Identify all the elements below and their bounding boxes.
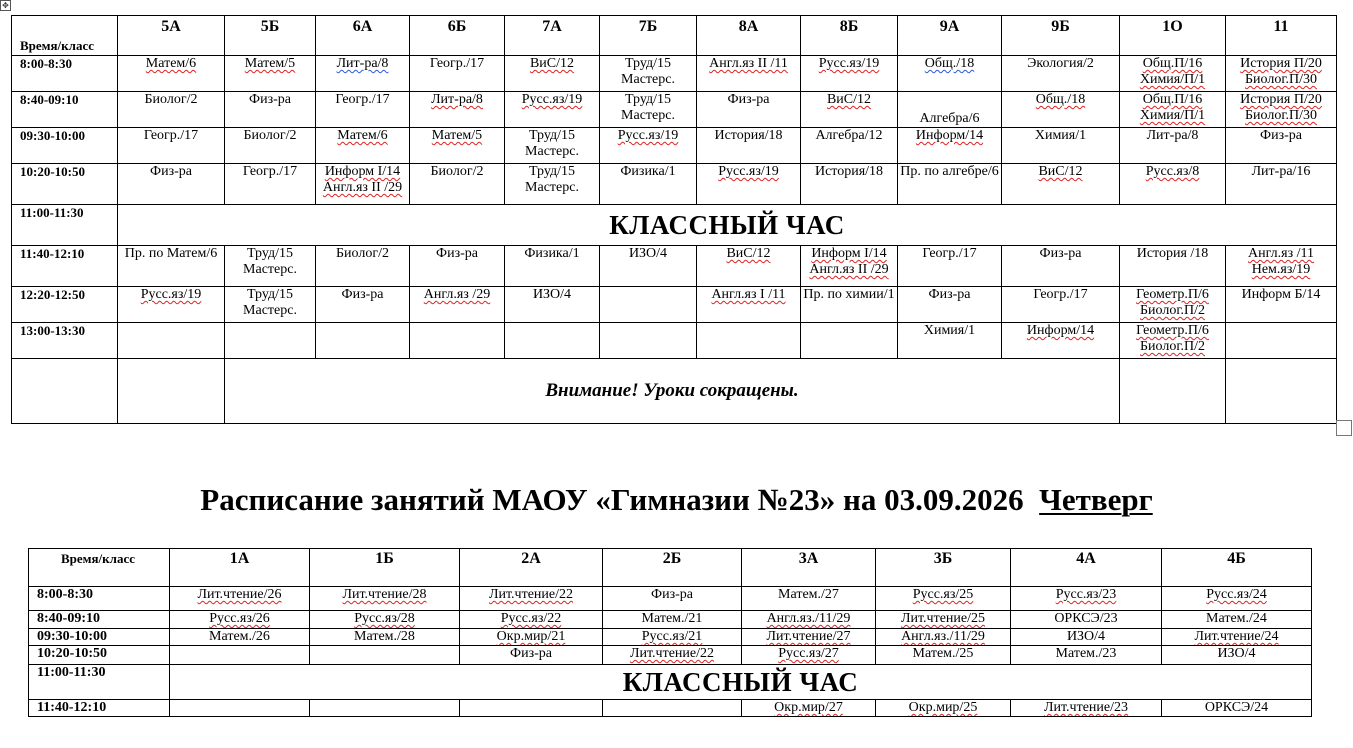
lesson-cell[interactable]: ВиС/12	[801, 92, 898, 128]
lesson-cell[interactable]: Русс.яз/27	[742, 646, 876, 665]
lesson-cell[interactable]: Геометр.П/6 Биолог.П/2	[1120, 287, 1226, 323]
page-title	[0, 480, 1353, 520]
lesson-cell[interactable]: Лит.чтение/23	[1011, 700, 1162, 717]
class-hour-banner: КЛАССНЫЙ ЧАС	[118, 205, 1337, 246]
class-header: 9А	[898, 16, 1002, 56]
class-header: 7А	[505, 16, 600, 56]
lesson-cell[interactable]: Матем/5	[225, 56, 316, 92]
lesson-cell[interactable]	[460, 700, 603, 717]
table-row	[12, 128, 1337, 164]
lesson-cell[interactable]: Пр. по алгебре/6	[898, 164, 1002, 205]
lesson-cell[interactable]: Лит.чтение/26	[170, 587, 310, 611]
class-header: 4Б	[1162, 549, 1312, 587]
lesson-cell[interactable]: Матем./27	[742, 587, 876, 611]
lesson-cell[interactable]: Биолог/2	[410, 164, 505, 205]
lesson-cell[interactable]: Информ I/14 Англ.яз II /29	[801, 246, 898, 287]
time-slot: 8:00-8:30	[12, 56, 118, 92]
lesson-cell[interactable]: ОРКСЭ/23	[1011, 611, 1162, 629]
lesson-cell[interactable]: История П/20 Биолог.П/30	[1226, 56, 1337, 92]
table-row	[29, 665, 1312, 700]
empty-cell	[1120, 359, 1226, 424]
lesson-cell[interactable]: Геометр.П/6 Биолог.П/2	[1120, 323, 1226, 359]
lesson-cell[interactable]: Информ I/14 Англ.яз II /29	[316, 164, 410, 205]
time-slot: 12:20-12:50	[12, 287, 118, 323]
lesson-cell[interactable]: Физ-ра	[697, 92, 801, 128]
lesson-cell[interactable]: Русс.яз/21	[603, 629, 742, 646]
lesson-cell[interactable]: Общ.П/16 Химия/П/1	[1120, 92, 1226, 128]
lesson-cell[interactable]	[170, 700, 310, 717]
lesson-cell[interactable]: Физ-ра	[410, 246, 505, 287]
lesson-cell[interactable]	[118, 323, 225, 359]
class-header: 2Б	[603, 549, 742, 587]
class-header: 8Б	[801, 16, 898, 56]
class-header: 1О	[1120, 16, 1226, 56]
lesson-cell[interactable]	[801, 323, 898, 359]
lesson-cell[interactable]: Физ-ра	[316, 287, 410, 323]
class-header: 5А	[118, 16, 225, 56]
lesson-cell[interactable]: Русс.яз/23	[1011, 587, 1162, 611]
lesson-cell[interactable]: Биолог/2	[225, 128, 316, 164]
lesson-cell[interactable]: Матем/6	[118, 56, 225, 92]
schedule-table-senior	[11, 15, 1337, 424]
lesson-cell[interactable]	[697, 323, 801, 359]
table-row	[29, 646, 1312, 665]
lesson-cell[interactable]: Геогр./17	[225, 164, 316, 205]
lesson-cell[interactable]: Труд/15 Мастерс.	[600, 56, 697, 92]
lesson-cell[interactable]	[603, 700, 742, 717]
table-row	[29, 611, 1312, 629]
lesson-cell[interactable]: Труд/15 Мастерс.	[225, 287, 316, 323]
lesson-cell[interactable]: ВиС/12	[697, 246, 801, 287]
lesson-cell[interactable]: Матем./23	[1011, 646, 1162, 665]
lesson-cell[interactable]: ИЗО/4	[505, 287, 600, 323]
lesson-cell[interactable]: Биолог/2	[118, 92, 225, 128]
lesson-cell[interactable]: Физ-ра	[225, 92, 316, 128]
table-row	[12, 246, 1337, 287]
lesson-cell[interactable]: Матем/5	[410, 128, 505, 164]
lesson-cell[interactable]	[410, 323, 505, 359]
lesson-cell[interactable]: Англ.яз /11 Нем.яз/19	[1226, 246, 1337, 287]
lesson-cell[interactable]: Общ./18	[1002, 92, 1120, 128]
lesson-cell[interactable]: Лит-ра/8	[316, 56, 410, 92]
lesson-cell[interactable]: ИЗО/4	[1011, 629, 1162, 646]
lesson-cell[interactable]	[600, 323, 697, 359]
lesson-cell[interactable]	[170, 646, 310, 665]
lesson-cell[interactable]: Лит.чтение/22	[603, 646, 742, 665]
corner-header: Время/класс	[29, 549, 170, 587]
table-header-row	[12, 16, 1337, 56]
lesson-cell[interactable]: Лит.чтение/25	[876, 611, 1011, 629]
time-slot: 13:00-13:30	[12, 323, 118, 359]
lesson-cell[interactable]	[310, 700, 460, 717]
lesson-cell[interactable]: Русс.яз/19	[697, 164, 801, 205]
lesson-cell[interactable]: Лит.чтение/27	[742, 629, 876, 646]
lesson-cell[interactable]: Информ/14	[898, 128, 1002, 164]
lesson-cell[interactable]: Геогр./17	[410, 56, 505, 92]
table-row	[12, 164, 1337, 205]
corner-header: Время/класс	[12, 16, 118, 56]
table-row	[12, 56, 1337, 92]
lesson-cell[interactable]: ВиС/12	[505, 56, 600, 92]
class-header: 6А	[316, 16, 410, 56]
lesson-cell[interactable]: Геогр./17	[118, 128, 225, 164]
lesson-cell[interactable]: Физ-ра	[460, 646, 603, 665]
class-header: 11	[1226, 16, 1337, 56]
lesson-cell[interactable]: Англ.яз I /11	[697, 287, 801, 323]
table-move-handle-icon[interactable]: ✥	[0, 0, 11, 11]
empty-cell	[118, 359, 225, 424]
shortened-lessons-notice: Внимание! Уроки сокращены.	[225, 359, 1120, 424]
lesson-cell[interactable]: Англ.яз./11/29	[742, 611, 876, 629]
lesson-cell[interactable]: Лит.чтение/22	[460, 587, 603, 611]
lesson-cell[interactable]: Экология/2	[1002, 56, 1120, 92]
schedule-table-primary	[28, 548, 1312, 717]
lesson-cell[interactable]: Лит-ра/16	[1226, 164, 1337, 205]
lesson-cell[interactable]: Труд/15 Мастерс.	[600, 92, 697, 128]
lesson-cell[interactable]: История /18	[1120, 246, 1226, 287]
lesson-cell[interactable]: Русс.яз/24	[1162, 587, 1312, 611]
lesson-cell[interactable]: Информ Б/14	[1226, 287, 1337, 323]
class-header: 6Б	[410, 16, 505, 56]
class-header: 3А	[742, 549, 876, 587]
lesson-cell[interactable]: ИЗО/4	[1162, 646, 1312, 665]
lesson-cell[interactable]: Русс.яз/28	[310, 611, 460, 629]
lesson-cell[interactable]	[1226, 323, 1337, 359]
lesson-cell[interactable]: Химия/1	[898, 323, 1002, 359]
table-row	[12, 287, 1337, 323]
class-header: 2А	[460, 549, 603, 587]
lesson-cell[interactable]	[225, 323, 316, 359]
table-row	[29, 629, 1312, 646]
time-slot: 11:00-11:30	[29, 665, 170, 700]
lesson-cell[interactable]: Англ.яз /29	[410, 287, 505, 323]
lesson-cell[interactable]	[316, 323, 410, 359]
time-slot: 8:40-09:10	[29, 611, 170, 629]
table-resize-handle-icon[interactable]	[1336, 420, 1352, 436]
lesson-cell[interactable]: ОРКСЭ/24	[1162, 700, 1312, 717]
lesson-cell[interactable]: Труд/15 Мастерс.	[225, 246, 316, 287]
time-slot: 10:20-10:50	[12, 164, 118, 205]
lesson-cell[interactable]: Окр.мир/25	[876, 700, 1011, 717]
class-header: 8А	[697, 16, 801, 56]
table-row	[12, 92, 1337, 128]
class-header: 3Б	[876, 549, 1011, 587]
lesson-cell[interactable]: Геогр./17	[1002, 287, 1120, 323]
time-slot: 11:40-12:10	[29, 700, 170, 717]
lesson-cell[interactable]: Химия/1	[1002, 128, 1120, 164]
lesson-cell[interactable]: Матем./28	[310, 629, 460, 646]
lesson-cell[interactable]: Алгебра/12	[801, 128, 898, 164]
lesson-cell[interactable]: Общ.П/16 Химия/П/1	[1120, 56, 1226, 92]
time-slot: 09:30-10:00	[12, 128, 118, 164]
lesson-cell[interactable]: Англ.яз II /11	[697, 56, 801, 92]
lesson-cell[interactable]: Общ./18	[898, 56, 1002, 92]
lesson-cell[interactable]: Труд/15 Мастерс.	[505, 128, 600, 164]
lesson-cell[interactable]: ВиС/12	[1002, 164, 1120, 205]
lesson-cell[interactable]: Информ/14	[1002, 323, 1120, 359]
time-slot: 10:20-10:50	[29, 646, 170, 665]
class-header: 7Б	[600, 16, 697, 56]
lesson-cell[interactable]: Геогр./17	[316, 92, 410, 128]
time-slot: 09:30-10:00	[29, 629, 170, 646]
class-header: 9Б	[1002, 16, 1120, 56]
class-header: 5Б	[225, 16, 316, 56]
time-slot: 11:00-11:30	[12, 205, 118, 246]
lesson-cell[interactable]: Физ-ра	[118, 164, 225, 205]
class-header: 4А	[1011, 549, 1162, 587]
time-slot: 8:00-8:30	[29, 587, 170, 611]
lesson-cell[interactable]: Лит-ра/8	[410, 92, 505, 128]
class-header: 1А	[170, 549, 310, 587]
empty-cell	[12, 359, 118, 424]
time-slot: 11:40-12:10	[12, 246, 118, 287]
lesson-cell[interactable]: История/18	[697, 128, 801, 164]
title-day: Четверг	[1039, 482, 1153, 517]
table-row	[12, 359, 1337, 424]
lesson-cell[interactable]: История П/20 Биолог.П/30	[1226, 92, 1337, 128]
lesson-cell[interactable]: Лит.чтение/24	[1162, 629, 1312, 646]
lesson-cell[interactable]: Матем./26	[170, 629, 310, 646]
lesson-cell[interactable]: Русс.яз/8	[1120, 164, 1226, 205]
lesson-cell[interactable]	[310, 646, 460, 665]
lesson-cell[interactable]: Биолог/2	[316, 246, 410, 287]
lesson-cell[interactable]: Труд/15 Мастерс.	[505, 164, 600, 205]
lesson-cell[interactable]: Англ.яз./11/29	[876, 629, 1011, 646]
lesson-cell[interactable]: Матем/6	[316, 128, 410, 164]
lesson-cell[interactable]: Физ-ра	[1226, 128, 1337, 164]
lesson-cell[interactable]: Физика/1	[505, 246, 600, 287]
lesson-cell[interactable]: Физ-ра	[603, 587, 742, 611]
table-row	[12, 323, 1337, 359]
class-header: 1Б	[310, 549, 460, 587]
time-slot: 8:40-09:10	[12, 92, 118, 128]
table-row	[29, 700, 1312, 717]
lesson-cell[interactable]: Физика/1	[600, 164, 697, 205]
lesson-cell[interactable]: Пр. по химии/1	[801, 287, 898, 323]
class-hour-banner: КЛАССНЫЙ ЧАС	[170, 665, 1312, 700]
table-row	[29, 587, 1312, 611]
empty-cell	[1226, 359, 1337, 424]
lesson-cell[interactable]: Пр. по Матем/6	[118, 246, 225, 287]
lesson-cell[interactable]	[505, 323, 600, 359]
table-row	[12, 205, 1337, 246]
lesson-cell[interactable]: Русс.яз/25	[876, 587, 1011, 611]
lesson-cell[interactable]: Матем./24	[1162, 611, 1312, 629]
lesson-cell[interactable]: Русс.яз/22	[460, 611, 603, 629]
table-header-row	[29, 549, 1312, 587]
lesson-cell[interactable]: ИЗО/4	[600, 246, 697, 287]
lesson-cell[interactable]: Физ-ра	[898, 287, 1002, 323]
lesson-cell[interactable]: Окр.мир/21	[460, 629, 603, 646]
lesson-cell[interactable]: Русс.яз/26	[170, 611, 310, 629]
lesson-cell[interactable]: Матем./21	[603, 611, 742, 629]
lesson-cell[interactable]: Геогр./17	[898, 246, 1002, 287]
lesson-cell[interactable]: Физ-ра	[1002, 246, 1120, 287]
title-text: Расписание занятий МАОУ «Гимназии №23» на 03.09.2026	[200, 482, 1024, 517]
lesson-cell[interactable]: Лит.чтение/28	[310, 587, 460, 611]
lesson-cell[interactable]: Русс.яз/19	[801, 56, 898, 92]
lesson-cell[interactable]: Русс.яз/19	[600, 128, 697, 164]
lesson-cell[interactable]: Лит-ра/8	[1120, 128, 1226, 164]
lesson-cell[interactable]: Алгебра/6	[898, 92, 1002, 128]
lesson-cell[interactable]: Русс.яз/19	[118, 287, 225, 323]
lesson-cell[interactable]: Окр.мир/27	[742, 700, 876, 717]
lesson-cell[interactable]: История/18	[801, 164, 898, 205]
lesson-cell[interactable]	[600, 287, 697, 323]
lesson-cell[interactable]: Русс.яз/19	[505, 92, 600, 128]
lesson-cell[interactable]: Матем./25	[876, 646, 1011, 665]
